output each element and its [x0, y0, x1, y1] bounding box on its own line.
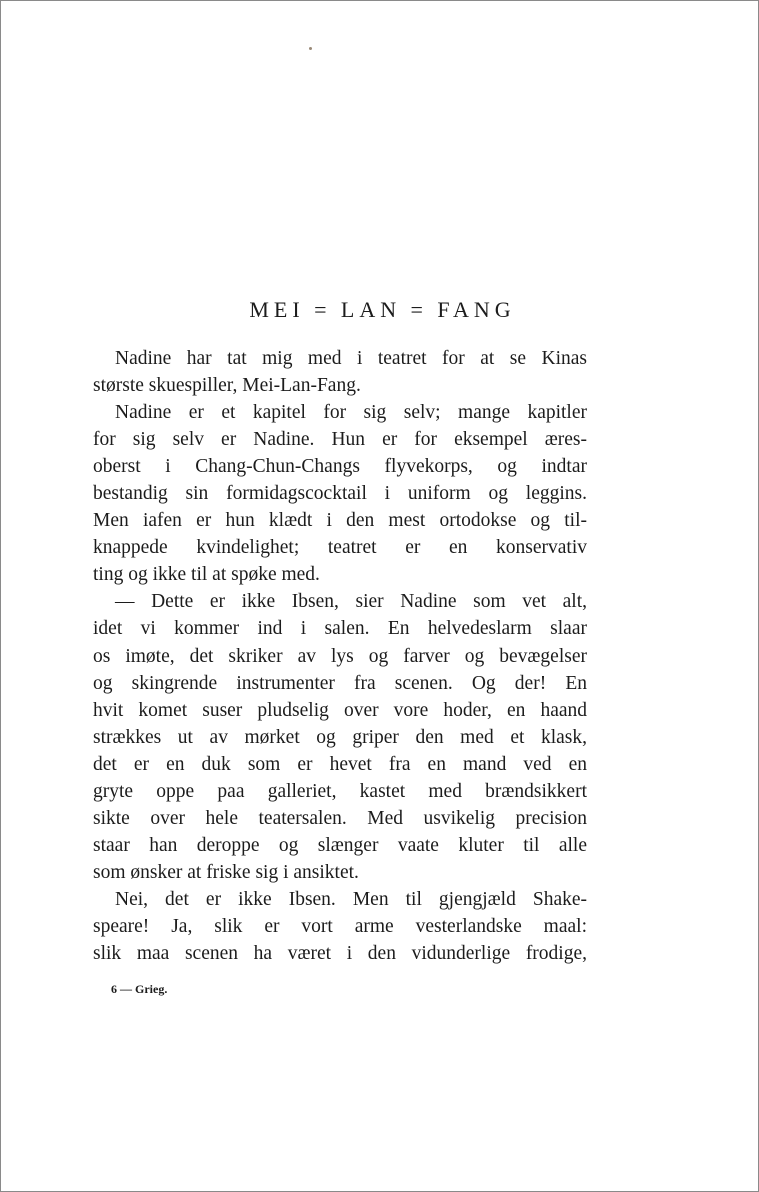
text-line: sikte over hele teatersalen. Med usvikelig precision: [93, 807, 587, 829]
text-line: største skuespiller, Mei-Lan-Fang.: [93, 375, 361, 397]
text-line: ting og ikke til at spøke med.: [93, 564, 320, 586]
text-line: Nadine har tat mig med i teatret for at se Kinas: [115, 348, 587, 369]
text-line: bestandig sin formidagscocktail i uniform og leggins.: [93, 483, 587, 505]
text-line: og skingrende instrumenter fra scenen. Og der! En: [93, 672, 587, 694]
text-line: hvit komet suser pludselig over vore hoder, en haand: [93, 699, 587, 721]
text-line: Nadine er et kapitel for sig selv; mange kapitler: [115, 402, 587, 424]
text-line: Nei, det er ikke Ibsen. Men til gjengjæld Shake-: [115, 888, 587, 910]
speck-mark: [309, 47, 312, 50]
text-line: os imøte, det skriker av lys og farver og bevægelser: [93, 645, 587, 667]
body-text: [93, 345, 587, 967]
text-line: det er en duk som er hevet fra en mand ved en: [93, 753, 587, 775]
text-line: speare! Ja, slik er vort arme vesterlandske maal:: [93, 915, 587, 937]
text-line: — Dette er ikke Ibsen, sier Nadine som vet alt,: [115, 591, 587, 613]
chapter-title: MEI = LAN = FANG: [249, 297, 516, 322]
page-signature: 6 — Grieg.: [111, 982, 168, 996]
text-line: Men iafen er hun klædt i den mest ortodokse og til-: [93, 510, 587, 532]
text-line: idet vi kommer ind i salen. En helvedeslarm slaar: [93, 618, 587, 640]
text-line: for sig selv er Nadine. Hun er for eksempel æres-: [93, 429, 587, 451]
text-line: oberst i Chang-Chun-Changs flyvekorps, og indtar: [93, 456, 587, 478]
text-line: slik maa scenen ha været i den vidunderlige frodige,: [93, 943, 587, 965]
text-line: knappede kvindelighet; teatret er en konservativ: [93, 537, 587, 559]
text-line: som ønsker at friske sig i ansiktet.: [93, 861, 359, 883]
text-line: gryte oppe paa galleriet, kastet med brændsikkert: [93, 780, 587, 802]
text-line: strækkes ut av mørket og griper den med et klask,: [93, 726, 587, 748]
text-line: staar han deroppe og slænger vaate kluter til alle: [93, 834, 587, 856]
